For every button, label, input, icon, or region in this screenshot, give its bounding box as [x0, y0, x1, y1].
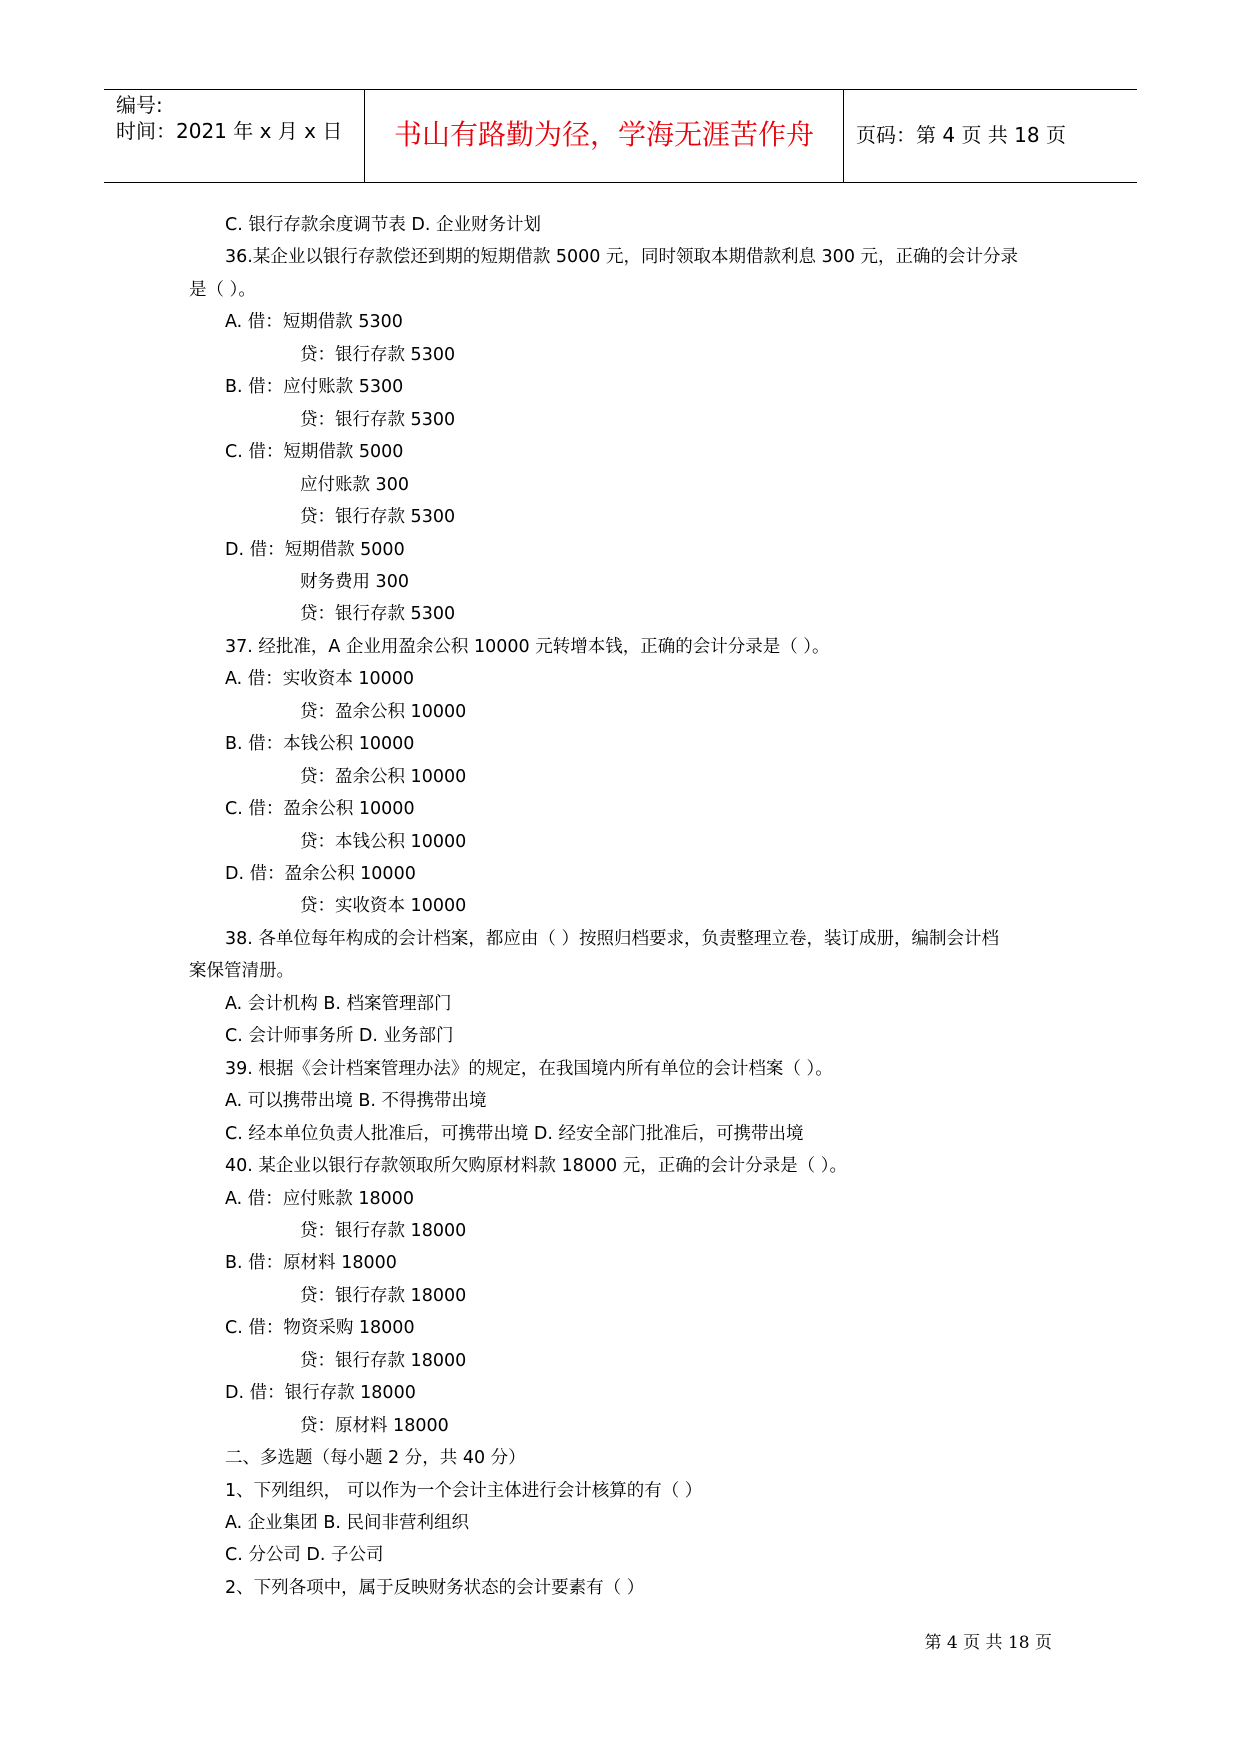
text-line: 贷：银行存款 5300 — [300, 507, 456, 527]
text-line: A. 可以携带出境 B. 不得携带出境 — [225, 1091, 487, 1111]
text-line: 是（ ）。 — [189, 280, 256, 300]
text-line: 二、多选题（每小题 2 分，共 40 分） — [225, 1448, 526, 1468]
text-line: 2、下列各项中，属于反映财务状态的会计要素有（ ） — [225, 1578, 645, 1598]
text-line: C. 银行存款余度调节表 D. 企业财务计划 — [225, 215, 542, 235]
text-line: 39. 根据《会计档案管理办法》的规定，在我国境内所有单位的会计档案（ ）。 — [225, 1059, 833, 1079]
text-line: 1、下列组织， 可以作为一个会计主体进行会计核算的有（ ） — [225, 1481, 703, 1501]
text-line: 应付账款 300 — [300, 475, 409, 495]
text-line: 贷：银行存款 5300 — [300, 604, 456, 624]
text-line: 贷：原材料 18000 — [300, 1416, 449, 1436]
text-line: D. 借：短期借款 5000 — [225, 540, 405, 560]
text-line: C. 借：盈余公积 10000 — [225, 799, 415, 819]
text-line: C. 借：物资采购 18000 — [225, 1318, 415, 1338]
text-line: 40. 某企业以银行存款领取所欠购原材料款 18000 元，正确的会计分录是（ ）。 — [225, 1156, 847, 1176]
text-line: A. 企业集团 B. 民间非营利组织 — [225, 1513, 469, 1533]
text-line: B. 借：本钱公积 10000 — [225, 734, 415, 754]
text-line: D. 借：银行存款 18000 — [225, 1383, 416, 1403]
serial-number-label: 编号: — [116, 93, 163, 117]
text-line: B. 借：应付账款 5300 — [225, 377, 404, 397]
text-line: 贷：银行存款 18000 — [300, 1286, 467, 1306]
text-line: 贷：本钱公积 10000 — [300, 832, 467, 852]
text-line: 贷：银行存款 18000 — [300, 1351, 467, 1371]
text-line: 37. 经批准，A 企业用盈余公积 10000 元转增本钱，正确的会计分录是（ ）。 — [225, 637, 830, 657]
text-line: A. 借：实收资本 10000 — [225, 669, 415, 689]
text-line: C. 分公司 D. 子公司 — [225, 1545, 384, 1565]
text-line: 案保管清册。 — [189, 961, 294, 981]
page-footer: 第 4 页 共 18 页 — [924, 1633, 1052, 1653]
text-line: 财务费用 300 — [300, 572, 409, 592]
text-line: C. 经本单位负责人批准后，可携带出境 D. 经安全部门批准后，可携带出境 — [225, 1124, 804, 1144]
text-line: D. 借：盈余公积 10000 — [225, 864, 416, 884]
text-line: 贷：盈余公积 10000 — [300, 702, 467, 722]
text-line: 38. 各单位每年构成的会计档案，都应由（ ）按照归档要求，负责整理立卷，装订成册，编制会计档 — [225, 929, 999, 949]
text-line: 贷：实收资本 10000 — [300, 896, 467, 916]
text-line: 贷：盈余公积 10000 — [300, 767, 467, 787]
text-line: C. 会计师事务所 D. 业务部门 — [225, 1026, 454, 1046]
text-line: A. 会计机构 B. 档案管理部门 — [225, 994, 452, 1014]
text-line: C. 借：短期借款 5000 — [225, 442, 404, 462]
date-label: 时间：2021 年 x 月 x 日 — [116, 119, 343, 143]
text-line: 贷：银行存款 18000 — [300, 1221, 467, 1241]
header-page-number: 页码：第 4 页 共 18 页 — [856, 123, 1066, 147]
text-line: A. 借：短期借款 5300 — [225, 312, 403, 332]
text-line: 36.某企业以银行存款偿还到期的短期借款 5000 元，同时领取本期借款利息 300 元，正确的会计分录 — [225, 247, 1019, 267]
text-line: A. 借：应付账款 18000 — [225, 1189, 415, 1209]
text-line: 贷：银行存款 5300 — [300, 345, 456, 365]
text-line: 贷：银行存款 5300 — [300, 410, 456, 430]
text-line: B. 借：原材料 18000 — [225, 1253, 397, 1273]
motto-text: 书山有路勤为径，学海无涯苦作舟 — [393, 118, 814, 151]
